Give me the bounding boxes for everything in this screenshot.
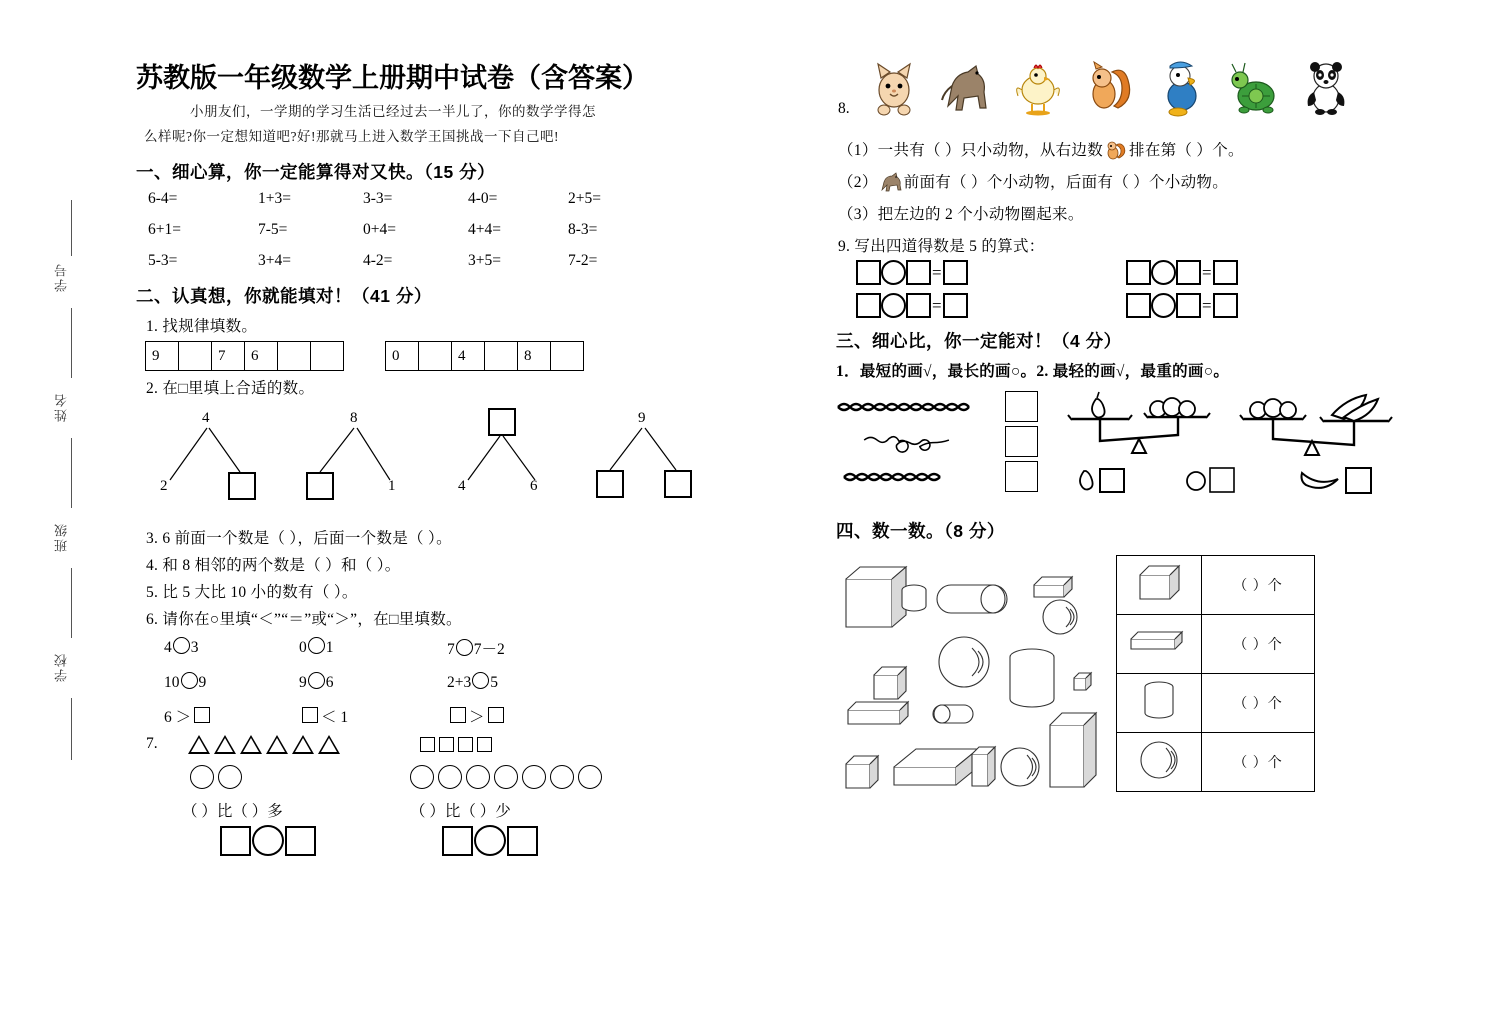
cmp-left: 4 bbox=[164, 639, 172, 656]
circle-icon bbox=[438, 765, 462, 789]
cylinder-icon bbox=[937, 585, 1007, 613]
shape-cell-cuboid bbox=[1117, 615, 1202, 674]
square-icon bbox=[439, 737, 454, 752]
sphere-icon bbox=[1135, 736, 1183, 784]
cube-icon bbox=[846, 567, 906, 627]
table-row bbox=[148, 221, 770, 239]
sequence-row-b bbox=[386, 341, 584, 371]
cylinder-icon bbox=[1010, 649, 1054, 707]
table-row bbox=[164, 705, 770, 727]
shape-count-table bbox=[1116, 555, 1315, 792]
triangle-icon bbox=[318, 735, 340, 754]
calc-item: 7-5= bbox=[258, 221, 288, 238]
tree-left-answer-box[interactable] bbox=[596, 470, 624, 498]
number-bond-tree bbox=[590, 406, 720, 516]
cube-icon bbox=[1074, 673, 1091, 690]
answer-box[interactable] bbox=[1176, 293, 1201, 318]
intro-line-2: 么样呢?你一定想知道吧?好!那就马上进入数学王国挑战一下自己吧! bbox=[144, 129, 559, 144]
tree-right-answer-box[interactable] bbox=[228, 472, 256, 500]
sequence-cell[interactable] bbox=[178, 341, 212, 371]
sphere-icon bbox=[939, 637, 989, 687]
calc-item: 7-2= bbox=[568, 252, 598, 269]
question-7-left-text: （ ）比（ ）多 bbox=[182, 803, 283, 820]
equals-sign: = bbox=[1202, 295, 1212, 315]
banana-icon bbox=[1302, 473, 1339, 488]
operator-circle[interactable] bbox=[474, 825, 506, 856]
sphere-icon bbox=[1001, 748, 1039, 786]
rope-item bbox=[836, 424, 1038, 459]
tree-branch-lines bbox=[160, 406, 290, 516]
table-row bbox=[856, 260, 1411, 285]
compare-area bbox=[836, 389, 1411, 504]
box-comparison-item[interactable] bbox=[299, 705, 447, 727]
calc-item: 1+3= bbox=[258, 190, 291, 207]
answer-box[interactable] bbox=[285, 826, 316, 856]
equals-sign: = bbox=[1202, 262, 1212, 282]
answer-box[interactable] bbox=[1005, 391, 1038, 422]
section-3-heading: 三、细心比，你一定能对！（4 分） bbox=[836, 331, 1122, 351]
cmp-left: 7 bbox=[447, 641, 455, 658]
count-answer-cell[interactable]: （ ）个 bbox=[1202, 674, 1315, 733]
question-1-label: 1. 找规律填数。 bbox=[146, 318, 258, 335]
margin-field-xingming: 姓名 bbox=[54, 392, 69, 422]
margin-field-xuexiao: 学校 bbox=[54, 652, 69, 682]
cuboid-icon bbox=[972, 747, 995, 786]
operator-circle[interactable] bbox=[881, 260, 906, 285]
triangle-row bbox=[188, 735, 340, 754]
calc-item: 3+5= bbox=[468, 252, 501, 269]
operator-circle[interactable] bbox=[1151, 293, 1176, 318]
margin-rule bbox=[71, 568, 72, 638]
question-8-1 bbox=[838, 138, 1411, 160]
answer-box[interactable] bbox=[856, 260, 881, 285]
cmp-right: 5 bbox=[490, 674, 498, 691]
answer-box[interactable] bbox=[450, 707, 466, 723]
circle-row-right bbox=[410, 765, 602, 789]
question-8-2 bbox=[838, 170, 1411, 192]
square-icon bbox=[477, 737, 492, 752]
table-row bbox=[1117, 556, 1315, 615]
comparison-item[interactable] bbox=[447, 672, 577, 692]
box-comparison-item[interactable] bbox=[447, 705, 577, 727]
circle-icon bbox=[550, 765, 574, 789]
answer-box[interactable] bbox=[194, 707, 210, 723]
question-7-number: 7. bbox=[146, 735, 158, 752]
shape-cell-cube bbox=[1117, 556, 1202, 615]
answer-box[interactable] bbox=[1005, 461, 1038, 492]
cuboid-icon bbox=[1034, 577, 1072, 597]
margin-info-strip bbox=[52, 200, 92, 760]
sequence-cell[interactable] bbox=[310, 341, 344, 371]
table-row bbox=[1117, 615, 1315, 674]
cylinder-icon bbox=[1137, 677, 1181, 725]
cuboid-icon bbox=[1050, 713, 1096, 787]
answer-box[interactable] bbox=[943, 293, 968, 318]
calc-item: 8-3= bbox=[568, 221, 598, 238]
cmp-left: 0 bbox=[299, 639, 307, 656]
left-column bbox=[130, 56, 770, 848]
comparison-item[interactable] bbox=[164, 672, 299, 692]
calc-item: 4-2= bbox=[363, 252, 393, 269]
cube-icon bbox=[1130, 561, 1188, 605]
balance-scales bbox=[1066, 389, 1396, 506]
cmp-right: 9 bbox=[198, 674, 207, 691]
pear-icon bbox=[1080, 471, 1093, 490]
cuboid-icon bbox=[894, 749, 978, 785]
comparison-circle[interactable] bbox=[456, 639, 473, 656]
cmp-left: 10 bbox=[164, 674, 180, 691]
section-4-heading: 四、数一数。（8 分） bbox=[836, 521, 1005, 541]
sequence-boxes-wrapper bbox=[146, 341, 770, 371]
operator-circle[interactable] bbox=[1151, 260, 1176, 285]
shape-cell-sphere bbox=[1117, 733, 1202, 792]
question-3: 3. 6 前面一个数是（ ），后面一个数是（ ）。 bbox=[146, 530, 452, 547]
instruction-2: 2. 最轻的画√，最重的画○。 bbox=[1036, 363, 1230, 380]
answer-box bbox=[1210, 468, 1234, 492]
cmp-right: 1 bbox=[325, 639, 334, 656]
comparison-item[interactable] bbox=[299, 672, 447, 692]
turtle-icon bbox=[1226, 56, 1282, 118]
tree-left-value: 2 bbox=[160, 478, 168, 494]
calc-item: 6+1= bbox=[148, 221, 181, 238]
answer-box[interactable] bbox=[442, 826, 473, 856]
calc-item: 3-3= bbox=[363, 190, 393, 207]
tree-branch-lines bbox=[450, 406, 580, 516]
question-6: 6. 请你在○里填“＜”“＝”或“＞”，在□里填数。 bbox=[146, 611, 462, 628]
question-8-1-part-a: （1）一共有（ ）只小动物，从右边数 bbox=[838, 142, 1104, 159]
box-comparison-item[interactable] bbox=[164, 705, 299, 727]
rope-item bbox=[836, 459, 1038, 494]
comparison-circle[interactable] bbox=[181, 672, 198, 689]
tree-right-answer-box[interactable] bbox=[664, 470, 692, 498]
circle-icon bbox=[410, 765, 434, 789]
cuboid-icon bbox=[848, 702, 908, 724]
answer-equation-left[interactable] bbox=[220, 825, 316, 856]
equation-template[interactable] bbox=[1126, 293, 1396, 318]
triangle-icon bbox=[240, 735, 262, 754]
triangle-icon bbox=[188, 735, 210, 754]
cat-icon bbox=[866, 56, 922, 118]
circle-icon bbox=[218, 765, 242, 789]
comparison-item[interactable] bbox=[299, 637, 447, 659]
cmp-text: 6 ＞ bbox=[164, 709, 192, 726]
answer-equation-right[interactable] bbox=[442, 825, 538, 856]
calc-item: 4+4= bbox=[468, 221, 501, 238]
count-answer-cell[interactable]: （ ）个 bbox=[1202, 556, 1315, 615]
circle-icon bbox=[578, 765, 602, 789]
number-bond-trees bbox=[150, 406, 770, 521]
circle-icon bbox=[522, 765, 546, 789]
answer-box[interactable] bbox=[1213, 260, 1238, 285]
tree-top-value: 4 bbox=[202, 410, 210, 426]
cmp-left: 9 bbox=[299, 674, 307, 691]
duck-icon bbox=[1154, 56, 1210, 118]
square-icon bbox=[420, 737, 435, 752]
table-row bbox=[148, 252, 770, 270]
instruction-1: 1．最短的画√，最长的画○。 bbox=[836, 363, 1037, 380]
balance-scale-pear-apple bbox=[1068, 392, 1210, 453]
operator-circle[interactable] bbox=[881, 293, 906, 318]
cmp-right: 3 bbox=[190, 639, 199, 656]
tree-branch-lines bbox=[590, 406, 720, 516]
triangle-icon bbox=[214, 735, 236, 754]
answer-box bbox=[1346, 468, 1371, 493]
calc-item: 3+4= bbox=[258, 252, 291, 269]
sequence-cell[interactable] bbox=[550, 341, 584, 371]
answer-box[interactable] bbox=[1176, 260, 1201, 285]
question-5: 5. 比 5 大比 10 小的数有（ ）。 bbox=[146, 584, 358, 601]
calc-item: 5-3= bbox=[148, 252, 178, 269]
squirrel-inline-icon bbox=[1103, 140, 1129, 160]
sequence-row-a bbox=[146, 341, 344, 371]
cmp-left: 2+3 bbox=[447, 674, 472, 691]
square-icon bbox=[458, 737, 473, 752]
margin-rule bbox=[71, 200, 72, 256]
tree-top-value: 8 bbox=[350, 410, 358, 426]
counting-area bbox=[836, 549, 1411, 799]
comparison-circle[interactable] bbox=[308, 637, 325, 654]
margin-rule bbox=[71, 308, 72, 378]
question-2-label: 2. 在□里填上合适的数。 bbox=[146, 380, 315, 397]
cmp-text: ＞ bbox=[469, 709, 485, 726]
number-bond-tree bbox=[298, 406, 428, 516]
question-7-right-text: （ ）比（ ）少 bbox=[410, 803, 511, 820]
question-8-number: 8. bbox=[838, 100, 850, 117]
margin-rule bbox=[71, 698, 72, 760]
table-row bbox=[856, 293, 1411, 318]
answer-box[interactable] bbox=[906, 260, 931, 285]
equation-template[interactable] bbox=[1126, 260, 1396, 285]
tree-right-value: 6 bbox=[530, 478, 538, 494]
sequence-cell[interactable] bbox=[418, 341, 452, 371]
cuboid-icon bbox=[1125, 627, 1193, 657]
answer-box[interactable] bbox=[1126, 260, 1151, 285]
right-column bbox=[836, 56, 1411, 799]
margin-rule bbox=[71, 438, 72, 508]
section-3-instructions bbox=[836, 359, 1411, 381]
comparison-circle[interactable] bbox=[472, 672, 489, 689]
question-9: 9. 写出四道得数是 5 的算式： bbox=[838, 238, 1045, 255]
equals-sign: = bbox=[932, 295, 942, 315]
rope-item bbox=[836, 389, 1038, 424]
cmp-right: 6 bbox=[325, 674, 334, 691]
cube-icon bbox=[846, 756, 878, 788]
cylinder-icon bbox=[933, 705, 973, 723]
circle-icon bbox=[466, 765, 490, 789]
sequence-cell[interactable]: 0 bbox=[385, 341, 419, 371]
intro-line-1: 小朋友们，一学期的学习生活已经过去一半儿了，你的数学学得怎 bbox=[190, 104, 596, 119]
equation-template[interactable] bbox=[856, 293, 1126, 318]
sequence-cell[interactable]: 9 bbox=[145, 341, 179, 371]
equation-template[interactable] bbox=[856, 260, 1126, 285]
answer-box[interactable] bbox=[488, 707, 504, 723]
answer-box[interactable] bbox=[1213, 293, 1238, 318]
tree-left-answer-box[interactable] bbox=[306, 472, 334, 500]
tree-top-value: 9 bbox=[638, 410, 646, 426]
margin-field-xuehao: 学号 bbox=[54, 262, 69, 292]
comparison-item[interactable] bbox=[164, 637, 299, 659]
calc-item: 0+4= bbox=[363, 221, 396, 238]
answer-box[interactable] bbox=[856, 293, 881, 318]
straight-rope-icon bbox=[836, 396, 981, 418]
question-8-3: （3）把左边的 2 个小动物圈起来。 bbox=[838, 206, 1084, 223]
equation-templates bbox=[856, 260, 1411, 318]
cylinder-icon bbox=[902, 585, 926, 611]
table-row bbox=[148, 190, 770, 208]
answer-box bbox=[1100, 469, 1124, 492]
circle-icon bbox=[494, 765, 518, 789]
question-7 bbox=[142, 733, 770, 848]
comparison-block bbox=[164, 637, 770, 727]
question-8-1-part-b: 排在第（ ）个。 bbox=[1129, 142, 1244, 159]
question-4: 4. 和 8 相邻的两个数是（ ）和（ ）。 bbox=[146, 557, 401, 574]
sequence-cell[interactable]: 6 bbox=[244, 341, 278, 371]
question-8-2-part-b: 前面有（ ）个小动物，后面有（ ）个小动物。 bbox=[903, 174, 1229, 191]
rooster-icon bbox=[1010, 56, 1066, 118]
answer-box[interactable] bbox=[1126, 293, 1151, 318]
count-answer-cell[interactable]: （ ）个 bbox=[1202, 615, 1315, 674]
operator-circle[interactable] bbox=[252, 825, 284, 856]
balance-scale-group bbox=[1066, 389, 1396, 501]
number-bond-tree bbox=[160, 406, 290, 516]
sequence-cell[interactable]: 4 bbox=[451, 341, 485, 371]
equals-sign: = bbox=[932, 262, 942, 282]
animal-list bbox=[866, 56, 1354, 118]
rope-comparison bbox=[836, 389, 1038, 494]
answer-box[interactable] bbox=[906, 293, 931, 318]
answer-box[interactable] bbox=[1005, 426, 1038, 457]
triangle-icon bbox=[292, 735, 314, 754]
tree-left-value: 4 bbox=[458, 478, 466, 494]
sequence-cell[interactable] bbox=[484, 341, 518, 371]
circle-row-left bbox=[190, 765, 242, 789]
triangle-icon bbox=[266, 735, 288, 754]
sphere-icon bbox=[1043, 600, 1077, 634]
question-8-2-part-a: （2） bbox=[838, 174, 878, 191]
solids-scatter bbox=[836, 549, 1116, 794]
margin-field-banji: 班级 bbox=[54, 522, 69, 552]
curly-rope-icon bbox=[836, 431, 981, 453]
sequence-cell[interactable] bbox=[277, 341, 311, 371]
horse-icon bbox=[938, 56, 994, 118]
arithmetic-grid bbox=[148, 190, 770, 270]
count-answer-cell[interactable]: （ ）个 bbox=[1202, 733, 1315, 792]
page-title: 苏教版一年级数学上册期中试卷（含答案） bbox=[136, 63, 649, 93]
calc-item: 4-0= bbox=[468, 190, 498, 207]
square-row bbox=[420, 737, 492, 752]
sequence-cell[interactable]: 7 bbox=[211, 341, 245, 371]
sequence-cell[interactable]: 8 bbox=[517, 341, 551, 371]
section-1-heading: 一、细心算，你一定能算得对又快。（15 分） bbox=[136, 162, 496, 182]
table-row bbox=[164, 637, 770, 659]
shape-cell-cylinder bbox=[1117, 674, 1202, 733]
short-rope-icon bbox=[836, 466, 981, 488]
squirrel-icon bbox=[1082, 56, 1138, 118]
apple-icon bbox=[1187, 472, 1205, 490]
calc-item: 2+5= bbox=[568, 190, 601, 207]
cmp-right: 7－2 bbox=[473, 641, 505, 658]
number-bond-tree bbox=[450, 406, 580, 516]
circle-icon bbox=[190, 765, 214, 789]
comparison-circle[interactable] bbox=[308, 672, 325, 689]
intro-paragraph bbox=[130, 99, 770, 149]
table-row bbox=[1117, 674, 1315, 733]
balance-scale-apple-banana bbox=[1240, 395, 1392, 455]
cube-icon bbox=[874, 667, 906, 699]
answer-box[interactable] bbox=[943, 260, 968, 285]
fruit-answer-row bbox=[1080, 468, 1371, 493]
answer-box[interactable] bbox=[302, 707, 318, 723]
horse-inline-icon bbox=[878, 172, 904, 192]
table-row bbox=[164, 672, 770, 692]
tree-right-value: 1 bbox=[388, 478, 396, 494]
section-2-heading: 二、认真想，你就能填对！（41 分） bbox=[136, 286, 432, 306]
cmp-text: ＜ 1 bbox=[321, 709, 349, 726]
animal-picture-row bbox=[836, 56, 1411, 128]
comparison-item[interactable] bbox=[447, 637, 577, 659]
answer-box[interactable] bbox=[507, 826, 538, 856]
table-row bbox=[1117, 733, 1315, 792]
panda-icon bbox=[1298, 56, 1354, 118]
answer-box[interactable] bbox=[220, 826, 251, 856]
comparison-circle[interactable] bbox=[173, 637, 190, 654]
calc-item: 6-4= bbox=[148, 190, 178, 207]
